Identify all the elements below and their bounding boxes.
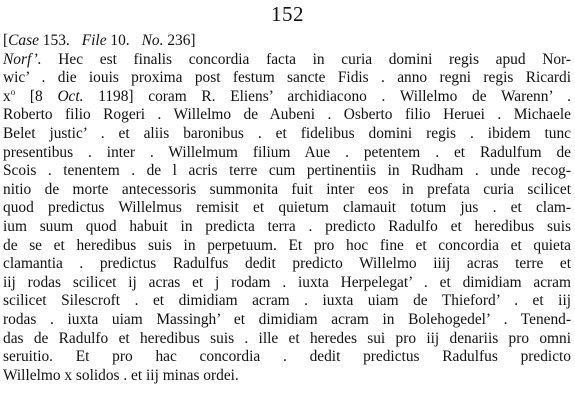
text-line: seruitio. Et pro hac concordia . dedit predictus Radulfus predicto (3, 348, 571, 366)
place-label: Norf’. (3, 50, 42, 68)
text-line-content: 1198] coram R. Eliens’ archidiacono . Willelmo de Warenn’ . (83, 87, 571, 105)
case-label: Case (8, 32, 39, 49)
text-line (3, 88, 571, 107)
text-line: wic’ . die iouis proxima post festum sancte Fidis . anno regni regis Ricardi (3, 69, 571, 87)
file-label: File (81, 32, 107, 49)
file-number: 10. (110, 32, 130, 49)
text-line: rodas . iuxta uiam Massingh’ et dimidiam acram in Bolehogedel’ . Tenend- (3, 310, 571, 328)
text-line: clamantia . predictus Radulfus dedit predicto Willelmo iiij acras terre et (3, 255, 571, 273)
text-line: das de Radulfo et heredibus suis . ille et heredes sui pro iij denariis pro omni (3, 329, 571, 347)
case-number: 153. (42, 32, 70, 49)
text-line: ium suum quod habuit in predicta terra . predicto Radulfo et heredibus suis (3, 217, 571, 235)
date-month: Oct. (57, 87, 84, 105)
date-bracket-open: [8 (15, 87, 58, 105)
document-body (3, 32, 571, 385)
text-line: scilicet Silescroft . et dimidiam acram . iuxta uiam de Thieford’ . et iij (3, 292, 571, 310)
text-line: quod predictus Willelmus remisit et quietum clamauit totum jus . et clam- (3, 199, 571, 217)
regnal-year: x (3, 87, 11, 105)
case-header (3, 32, 571, 51)
text-line (3, 51, 571, 70)
text-line: Roberto filio Rogeri . Willelmo de Aubeni . Osberto filio Heruei . Michaele (3, 106, 571, 124)
text-line: iij rodas scilicet ij acras et j rodam . iuxta Herpelegat’ . et dimidiam acram (3, 273, 571, 291)
page-number: 152 (271, 2, 304, 26)
regnal-year-superscript: o (10, 86, 16, 97)
no-number: 236] (167, 32, 196, 49)
no-label: No. (141, 32, 164, 49)
text-line: Belet justic’ . et aliis baronibus . et fidelibus domini regis . ibidem tunc (3, 124, 571, 142)
text-line: presentibus . inter . Willelmum filium Aue . petentem . et Radulfum de (3, 143, 571, 161)
header-open-bracket: [ (3, 32, 9, 49)
text-line: Scois . tenentem . de l acris terre cum pertinentiis in Rudham . unde recog- (3, 162, 571, 180)
text-line-content: Hec est finalis concordia facta in curia domini regis apud Nor- (41, 50, 571, 68)
text-line: de se et heredibus suis in perpetuum. Et pro hoc fine et concordia et quieta (3, 236, 571, 254)
text-line: nitio de morte antecessoris summonita fuit inter eos in prefata curia scilicet (3, 180, 571, 198)
text-line: Willelmo x solidos . et iij minas ordei. (3, 366, 239, 384)
